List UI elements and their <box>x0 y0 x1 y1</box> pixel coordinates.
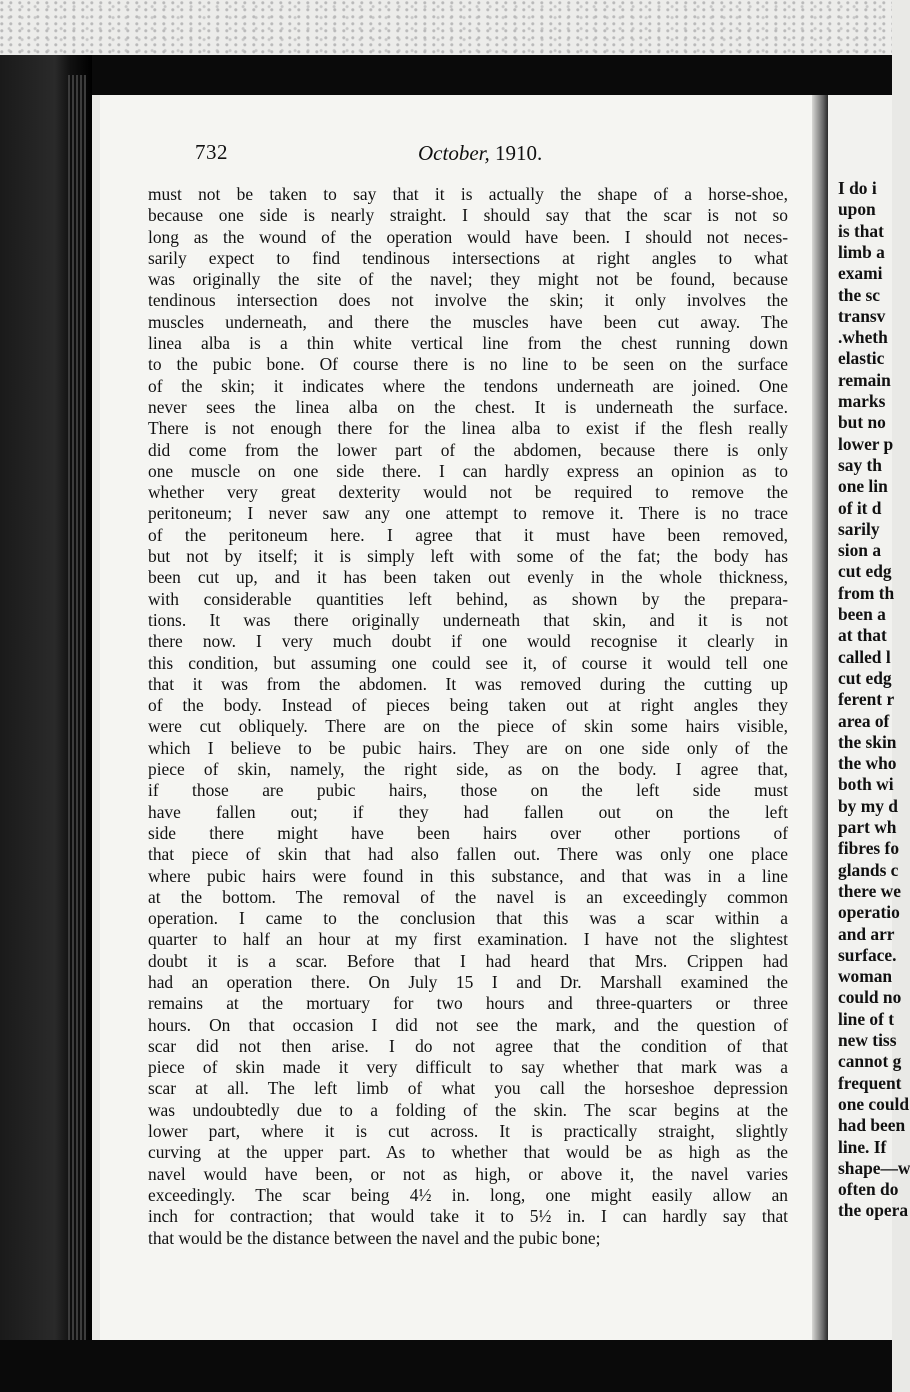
text-line: operation. I came to the conclusion that this was a scar within a <box>148 908 788 929</box>
text-line: of the body. Instead of pieces being taken out at right angles they <box>148 695 788 716</box>
facing-text-line: new tiss <box>838 1030 897 1050</box>
facing-text-line: the opera <box>838 1200 909 1221</box>
text-line: linea alba is a thin white vertical line from the chest running down <box>148 333 788 354</box>
text-line: lower part, where it is cut across. It is practically straight, slightly <box>148 1121 788 1142</box>
text-line: sarily expect to find tendinous intersections at right angles to what <box>148 247 788 268</box>
facing-text-line: from th <box>838 582 895 603</box>
text-line: that it was from the abdomen. It was removed during the cutting up <box>148 673 788 694</box>
text-line: of the skin; it indicates where the tendons underneath are joined. One <box>148 375 788 396</box>
text-line: at the bottom. The removal of the navel is an exceedingly common <box>148 886 788 907</box>
text-line: There is not enough there for the linea alba to exist if the flesh really <box>148 418 788 439</box>
text-line: navel would have been, or not as high, or above it, the navel varies <box>148 1163 788 1184</box>
facing-text-line: the who <box>838 753 897 774</box>
text-line: were cut obliquely. There are on the piece of skin some hairs visible, <box>148 716 788 737</box>
text-line: remains at the mortuary for two hours and three-quarters or three <box>148 993 788 1014</box>
text-line: was originally the site of the navel; they might not be found, because <box>148 269 788 290</box>
facing-text-line: exami <box>838 263 883 284</box>
facing-text-line: and arr <box>838 923 895 944</box>
text-line: never sees the linea alba on the chest. It is underneath the surface. <box>148 396 788 417</box>
facing-text-line: sion a <box>838 540 882 561</box>
page-edges <box>68 75 86 1345</box>
facing-text-line: glands c <box>838 859 899 880</box>
facing-text-line: line of t <box>838 1008 895 1029</box>
facing-text-line: cut edg <box>838 667 892 688</box>
text-line: side there might have been hairs over other portions of <box>148 822 788 843</box>
facing-text-line: operatio <box>838 902 900 923</box>
facing-text-line: called l <box>838 646 891 667</box>
text-line: scar at all. The left limb of what you call the horseshoe depression <box>148 1078 788 1099</box>
facing-text-line: fibres fo <box>838 838 900 859</box>
text-line: piece of skin, namely, the right side, as on the body. I agree that, <box>148 759 788 780</box>
facing-text-line: elastic <box>838 348 885 369</box>
text-line: that piece of skin that had also fallen out. There was only one place <box>148 844 788 865</box>
facing-text-line: cannot g <box>838 1051 902 1072</box>
text-line: but not by itself; it is simply left with some of the fat; the body has <box>148 546 788 567</box>
text-line: one muscle on one side there. I can hardly express an opinion as to <box>148 460 788 481</box>
facing-text-line: been a <box>838 604 886 624</box>
facing-text-line: is that <box>838 220 884 241</box>
text-line: tions. It was there originally underneath that skin, and it is not <box>148 609 788 630</box>
scan-top-margin <box>0 0 892 62</box>
facing-text-line: remain <box>838 369 891 390</box>
page-number: 732 <box>195 140 228 164</box>
book-bottom-shadow <box>0 1340 892 1392</box>
facing-text-line: frequent <box>838 1072 902 1093</box>
facing-text-line: line. If <box>838 1136 887 1157</box>
facing-text-line: .wheth <box>838 327 888 348</box>
running-head-month: October, <box>418 141 490 165</box>
facing-text-line: area of <box>838 710 890 731</box>
text-line: did come from the lower part of the abdomen, because there is only <box>148 439 788 460</box>
facing-text-line: cut edg <box>838 561 892 582</box>
facing-text-line: shape—w <box>838 1157 910 1178</box>
text-line: whether very great dexterity would not be required to remove the <box>148 482 788 503</box>
facing-text-line: of it d <box>838 497 882 518</box>
facing-text-line: the skin <box>838 731 897 752</box>
facing-text-line: both wi <box>838 774 894 795</box>
facing-text-line: limb a <box>838 241 885 262</box>
text-line: there now. I very much doubt if one would recognise it clearly in <box>148 631 788 652</box>
facing-text-line: surface. <box>838 944 897 965</box>
text-line: piece of skin made it very difficult to say whether that mark was a <box>148 1057 788 1078</box>
text-line: have fallen out; if they had fallen out on the left <box>148 801 788 822</box>
text-line: with considerable quantities left behind, as shown by the prepara- <box>148 588 788 609</box>
facing-text-line: transv <box>838 305 886 326</box>
text-line: must not be taken to say that it is actually the shape of a horse-shoe, <box>148 184 788 204</box>
facing-text-line: woman <box>838 966 893 987</box>
text-line: if those are pubic hairs, those on the left side must <box>148 780 788 801</box>
facing-text-line: part wh <box>838 817 897 837</box>
body-text <box>148 184 788 1249</box>
facing-text-line: often do <box>838 1179 899 1200</box>
facing-text-line: by my d <box>838 795 898 816</box>
facing-text-line: say th <box>838 454 882 475</box>
facing-text-line: at that <box>838 625 887 646</box>
text-line: tendinous intersection does not involve the skin; it only involves the <box>148 290 788 311</box>
text-line: which I believe to be pubic hairs. They are on one side only of the <box>148 737 788 758</box>
text-line: been cut up, and it has been taken out evenly in the whole thickness, <box>148 567 788 588</box>
text-line: because one side is nearly straight. I should say that the scar is not so <box>148 205 788 226</box>
facing-text-line: ferent r <box>838 689 895 710</box>
text-line: doubt it is a scar. Before that I had heard that Mrs. Crippen had <box>148 950 788 971</box>
facing-text-line: one could <box>838 1093 910 1114</box>
book-top-shadow <box>70 55 892 95</box>
text-line: inch for contraction; that would take it to 5½ in. I can hardly say that <box>148 1206 788 1227</box>
text-line: to the pubic bone. Of course there is no line to be seen on the surface <box>148 354 788 375</box>
facing-text-line: the sc <box>838 284 881 305</box>
text-line: hours. On that occasion I did not see the mark, and the question of <box>148 1014 788 1035</box>
facing-text-line: but no <box>838 412 886 433</box>
text-line: had an operation there. On July 15 I and Dr. Marshall examined the <box>148 971 788 992</box>
text-line: scar did not then arise. I do not agree that the condition of that <box>148 1035 788 1056</box>
text-line: where pubic hairs were found in this substance, and that was in a line <box>148 865 788 886</box>
facing-text-line: marks <box>838 391 886 411</box>
facing-text-line: had been <box>838 1115 906 1136</box>
running-head-year: 1910. <box>495 141 543 165</box>
text-line: long as the wound of the operation would have been. I should not neces- <box>148 226 788 247</box>
text-line: peritoneum; I never saw any one attempt to remove it. There is no trace <box>148 503 788 524</box>
facing-text-line: could no <box>838 987 902 1008</box>
text-line: curving at the upper part. As to whether that would be as high as the <box>148 1142 788 1163</box>
facing-text-line: there we <box>838 880 901 901</box>
facing-text-line: one lin <box>838 476 888 497</box>
text-line: that would be the distance between the navel and the pubic bone; <box>148 1227 601 1248</box>
text-line: was undoubtedly due to a folding of the skin. The scar begins at the <box>148 1099 788 1120</box>
facing-text-line: lower p <box>838 433 894 454</box>
text-line: muscles underneath, and there the muscles have been cut away. The <box>148 311 788 332</box>
running-head <box>418 141 542 166</box>
facing-text-line: sarily <box>838 518 880 539</box>
text-line: exceedingly. The scar being 4½ in. long, one might easily allow an <box>148 1184 788 1205</box>
text-line: quarter to half an hour at my first examination. I have not the slightest <box>148 929 788 950</box>
text-line: of the peritoneum here. I agree that it must have been removed, <box>148 524 788 545</box>
text-line: this condition, but assuming one could see it, of course it would tell one <box>148 652 788 673</box>
facing-text-line: I do i <box>838 178 877 198</box>
facing-text-line: upon <box>838 199 876 220</box>
